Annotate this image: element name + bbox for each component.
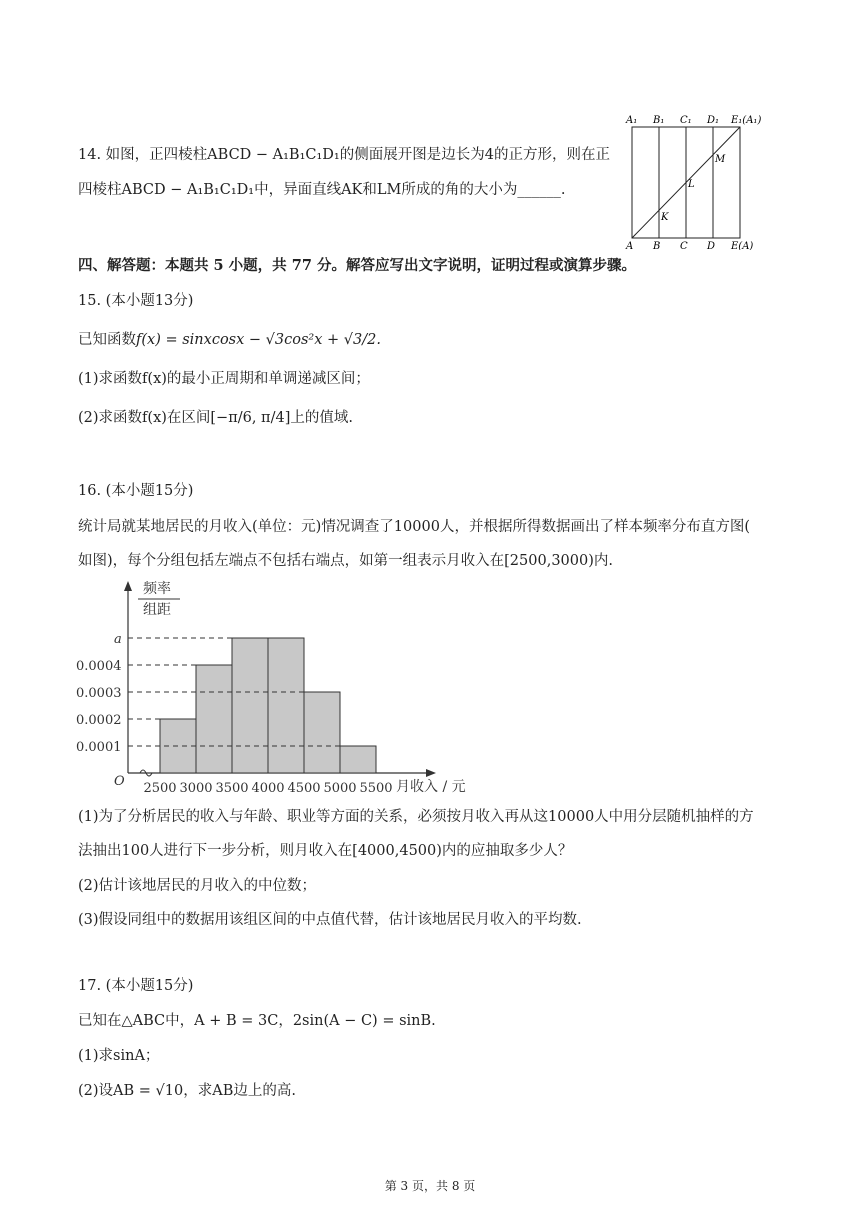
histogram-xlabel: 月收入 / 元 (396, 779, 466, 795)
label-M: M (715, 154, 726, 165)
page-footer: 第 3 页，共 8 页 (384, 1179, 476, 1193)
q16-header: 16. (本小题15分) (78, 483, 194, 499)
label-B: B (653, 241, 661, 250)
histogram-bar (268, 638, 304, 773)
histogram-origin: O (114, 774, 125, 789)
label-L: L (688, 179, 695, 190)
histogram-y-tick-label: 0.0004 (76, 659, 122, 674)
label-A: A (626, 241, 634, 250)
histogram-bar (196, 665, 232, 773)
section-heading: 四、解答题：本题共 5 小题，共 77 分。解答应写出文字说明，证明过程或演算步骤。 (78, 257, 636, 274)
q17-stem: 已知在△ABC中，A + B = 3C，2sin(A − C) = sinB. (78, 1013, 436, 1029)
q16-stem-line2: 如图)，每个分组包括左端点不包括右端点，如第一组表示月收入在[2500,3000)内. (78, 553, 613, 569)
prism-unfolding-figure (620, 110, 780, 250)
histogram-x-tick-label: 5500 (359, 781, 393, 796)
histogram-y-tick-label: 0.0003 (76, 686, 122, 701)
label-A1: A₁ (626, 115, 638, 126)
histogram-x-tick-label: 3500 (215, 781, 249, 796)
q17-part2: (2)设AB = √10，求AB边上的高. (78, 1083, 296, 1099)
histogram-ylabel-bottom: 组距 (143, 602, 171, 618)
q15-stem (78, 330, 381, 350)
q16-part1-line2: 法抽出100人进行下一步分析，则月收入在[4000,4500)内的应抽取多少人？ (78, 843, 573, 859)
q14-line1: 14. 如图，正四棱柱ABCD − A₁B₁C₁D₁的侧面展开图是边长为4的正方形，则在正 (78, 147, 610, 163)
histogram-ylabel-top: 频率 (143, 581, 171, 597)
q17-part1: (1)求sinA； (78, 1048, 160, 1064)
histogram-x-tick-label: 4500 (287, 781, 321, 796)
label-E1: E₁(A₁) (731, 115, 762, 126)
histogram-x-tick-label: 5000 (323, 781, 357, 796)
histogram-x-tick-label: 2500 (143, 781, 177, 796)
histogram-y-tick-label: 0.0002 (76, 713, 122, 728)
histogram-y-tick-label: a (114, 632, 122, 647)
q16-part1-line1: (1)为了分析居民的收入与年龄、职业等方面的关系，必须按月收入再从这10000人中用分层随机抽样的方 (78, 809, 754, 825)
label-D: D (707, 241, 716, 250)
label-C: C (680, 241, 688, 250)
q16-part3: (3)假设同组中的数据用该组区间的中点值代替，估计该地居民月收入的平均数. (78, 912, 582, 928)
histogram-x-tick-label: 3000 (179, 781, 213, 796)
q15-formula: f(x) = sinxcosx − √3cos²x + √3/2. (136, 332, 381, 348)
q15-stem-prefix: 已知函数 (78, 332, 136, 348)
label-B1: B₁ (653, 115, 665, 126)
histogram-bar (340, 746, 376, 773)
q16-stem-line1: 统计局就某地居民的月收入(单位：元)情况调查了10000人，并根据所得数据画出了样本频率分布直方图( (78, 519, 751, 535)
q17-header: 17. (本小题15分) (78, 978, 194, 994)
q16-part2: (2)估计该地居民的月收入的中位数； (78, 878, 317, 894)
frequency-histogram (70, 575, 490, 800)
histogram-bar (232, 638, 268, 773)
q14-line2: 四棱柱ABCD − A₁B₁C₁D₁中，异面直线AK和LM所成的角的大小为______. (78, 182, 566, 198)
label-E: E(A) (731, 241, 754, 250)
histogram-bar (304, 692, 340, 773)
q15-part1: (1)求函数f(x)的最小正周期和单调递减区间； (78, 371, 370, 387)
label-K: K (661, 212, 669, 223)
q15-header: 15. (本小题13分) (78, 293, 194, 309)
histogram-x-tick-label: 4000 (251, 781, 285, 796)
q15-part2: (2)求函数f(x)在区间[−π/6, π/4]上的值域. (78, 410, 353, 426)
histogram-y-tick-label: 0.0001 (76, 740, 122, 755)
label-D1: D₁ (707, 115, 720, 126)
label-C1: C₁ (680, 115, 692, 126)
